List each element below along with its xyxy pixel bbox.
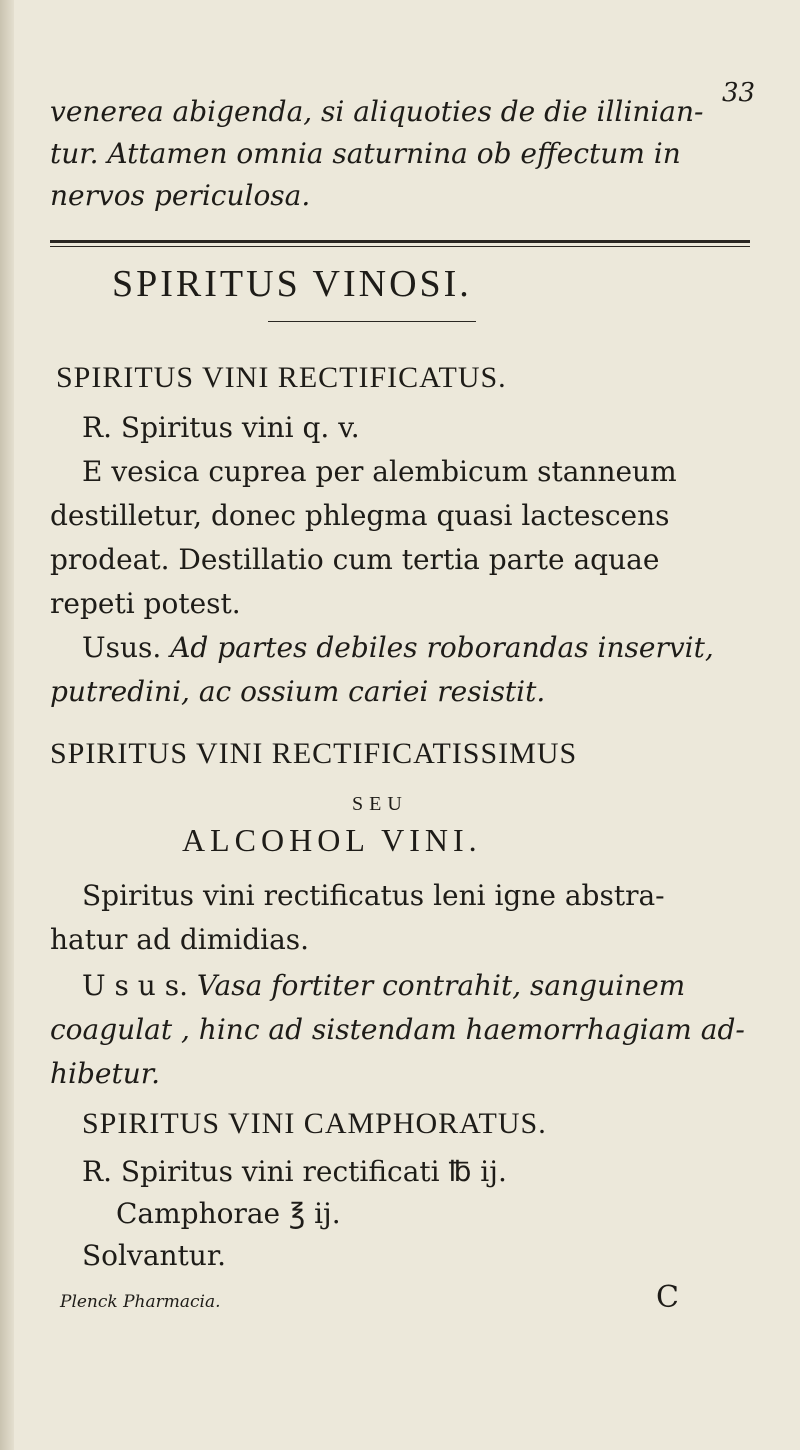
text-line: repeti potest. xyxy=(50,587,241,620)
text-line: R. Spiritus vini rectificati ℔ ij. xyxy=(82,1155,507,1188)
text-line: coagulat , hinc ad sistendam haemorrhagiam ad- xyxy=(50,1013,745,1046)
text-line: R. Spiritus vini q. v. xyxy=(82,411,360,444)
usus-text: Vasa fortiter contrahit, sanguinem xyxy=(196,969,686,1002)
heading-rectificatus: SPIRITUS VINI RECTIFICATUS. xyxy=(56,361,507,394)
text-line: Camphorae ℥ ij. xyxy=(116,1197,341,1230)
text-line: putredini, ac ossium cariei resistit. xyxy=(50,675,546,708)
text-line: venerea abigenda, si aliquoties de die illinian- xyxy=(50,95,704,128)
heading-camphoratus: SPIRITUS VINI CAMPHORATUS. xyxy=(82,1107,547,1140)
usus-line xyxy=(82,970,685,1002)
usus-label: U s u s. xyxy=(82,969,188,1002)
text-line: Spiritus vini rectificatus leni igne abstra- xyxy=(82,879,665,912)
text-line: prodeat. Destillatio cum tertia parte aquae xyxy=(50,543,660,576)
section-rule-thin xyxy=(50,246,750,247)
page-number: 33 xyxy=(722,78,756,108)
text-line: tur. Attamen omnia saturnina ob effectum in xyxy=(50,137,681,170)
heading-alcohol: ALCOHOL VINI. xyxy=(182,822,482,858)
text-line: E vesica cuprea per alembicum stanneum xyxy=(82,455,677,488)
text-line: hatur ad dimidias. xyxy=(50,923,310,956)
text-line: Solvantur. xyxy=(82,1239,227,1272)
section-rule xyxy=(50,240,750,243)
signature-line: Plenck Pharmacia. xyxy=(60,1292,221,1312)
heading-rectificatissimus: SPIRITUS VINI RECTIFICATISSIMUS xyxy=(50,737,578,770)
usus-label: Usus. xyxy=(82,631,162,664)
text-line: hibetur. xyxy=(50,1057,160,1090)
heading-seu: SEU xyxy=(352,793,408,815)
section-title: SPIRITUS VINOSI. xyxy=(112,263,472,305)
gathering-mark: C xyxy=(656,1280,679,1315)
text-line: nervos periculosa. xyxy=(50,179,311,212)
usus-text: Ad partes debiles roborandas inservit, xyxy=(170,631,714,664)
short-rule xyxy=(268,321,476,322)
page-edge xyxy=(0,0,14,1450)
text-line: destilletur, donec phlegma quasi lactescens xyxy=(50,499,670,532)
usus-line xyxy=(82,632,714,664)
